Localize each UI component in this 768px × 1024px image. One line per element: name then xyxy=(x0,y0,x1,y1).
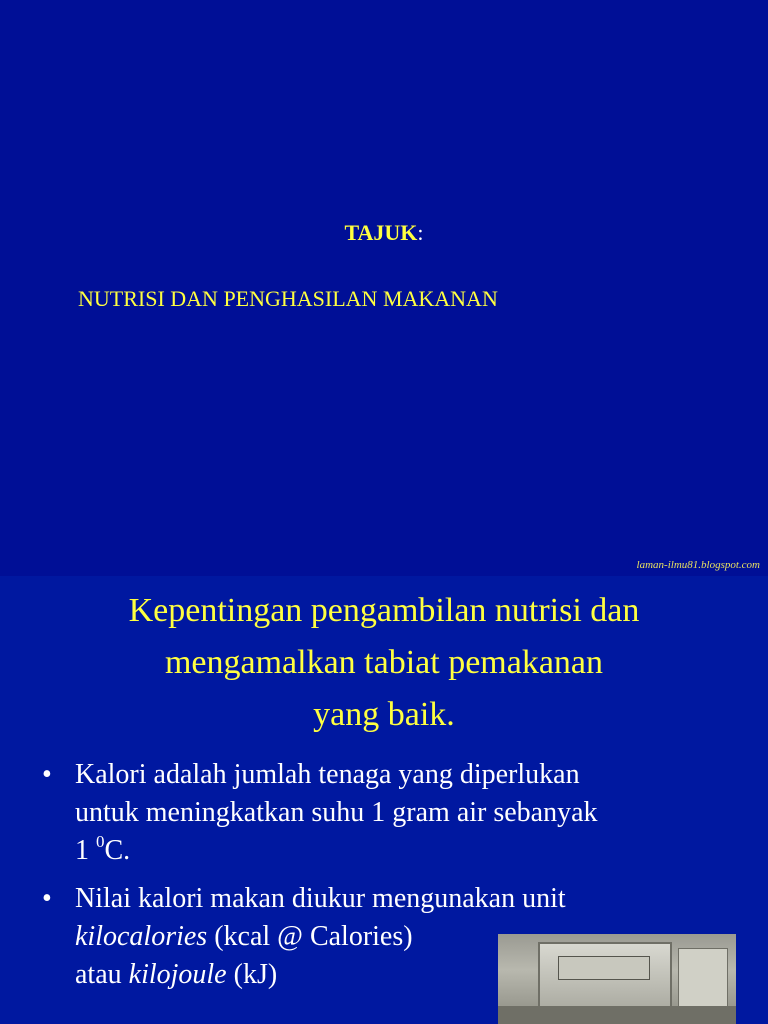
source-watermark: laman-ilmu81.blogspot.com xyxy=(636,559,760,571)
photo-base xyxy=(498,1006,736,1024)
degree-superscript: 0 xyxy=(96,832,105,851)
slide-heading xyxy=(0,585,768,741)
tajuk-heading xyxy=(0,220,768,246)
bullet2-line1: Nilai kalori makan diukur mengunakan unit xyxy=(75,883,566,914)
heading-line-3: yang baik. xyxy=(313,696,455,733)
photo-machine-panel xyxy=(558,956,650,980)
kilocalories-term: kilocalories xyxy=(75,921,208,952)
bullet-dot: • xyxy=(42,759,52,790)
slide-subtitle: NUTRISI DAN PENGHASILAN MAKANAN xyxy=(78,286,498,311)
heading-line-1: Kepentingan pengambilan nutrisi dan xyxy=(128,592,640,629)
bullet2-line3-prefix: atau xyxy=(75,959,129,990)
tajuk-colon: : xyxy=(417,220,424,245)
bullet1-line3-suffix: C. xyxy=(104,835,131,866)
bullet2-line3-rest: (kJ) xyxy=(226,959,278,990)
bullet-item-kalori xyxy=(42,756,742,870)
bullet1-line1: Kalori adalah jumlah tenaga yang diperlukan xyxy=(75,759,580,790)
tajuk-label: TAJUK xyxy=(344,220,418,245)
kilojoule-term: kilojoule xyxy=(128,959,227,990)
heading-line-2: mengamalkan tabiat pemakanan xyxy=(164,644,604,681)
bullet1-line3 xyxy=(75,832,742,870)
photo-side-unit xyxy=(678,948,728,1014)
calorimeter-photo xyxy=(498,934,736,1024)
bullet1-line2: untuk meningkatkan suhu 1 gram air sebanyak xyxy=(75,797,598,828)
bullet-dot: • xyxy=(42,883,52,914)
bullet2-line2-rest: (kcal @ Calories) xyxy=(207,921,413,952)
bullet1-line3-prefix: 1 xyxy=(75,835,96,866)
